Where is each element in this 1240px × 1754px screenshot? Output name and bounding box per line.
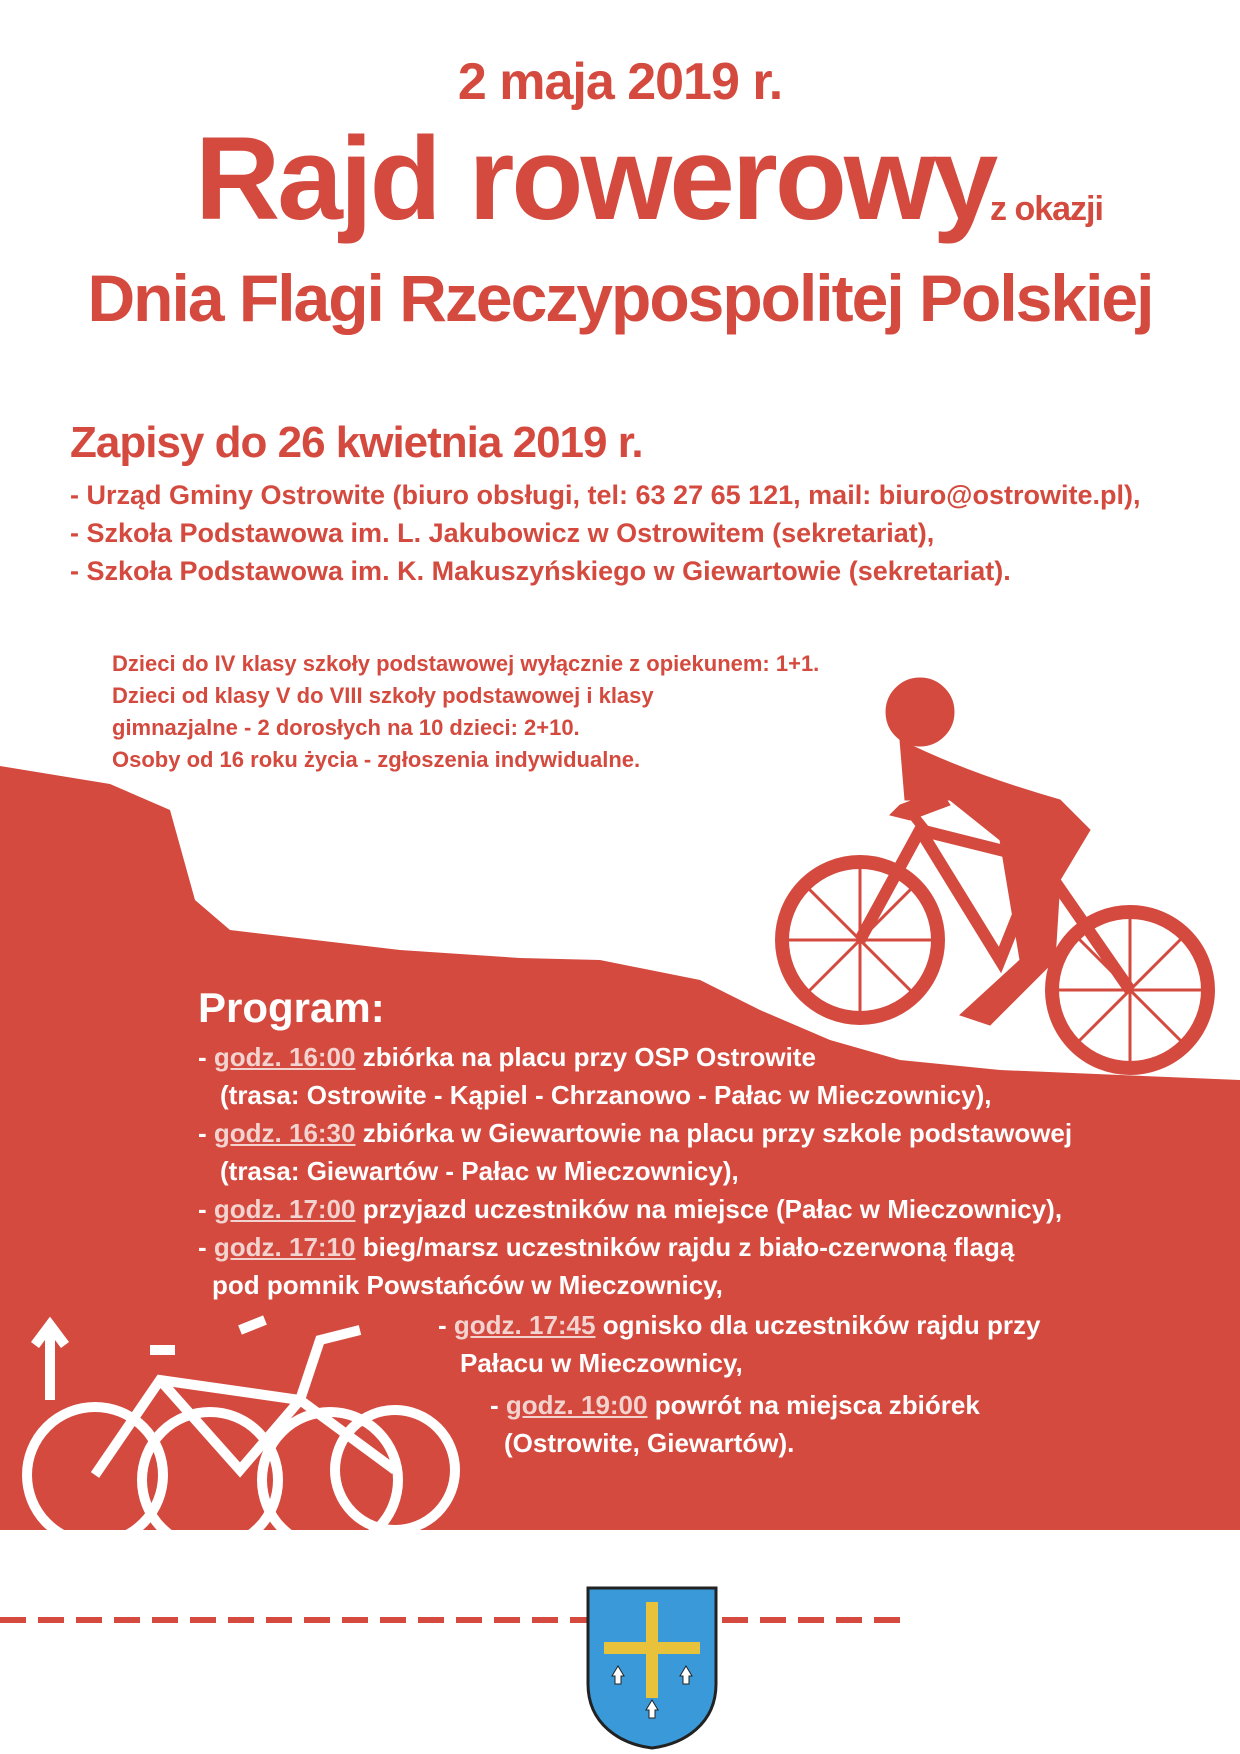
program-entry: - godz. 16:00 zbiórka na placu przy OSP Ostrowite — [198, 1042, 816, 1072]
rule-line: Dzieci do IV klasy szkoły podstawowej wyłącznie z opiekunem: 1+1. — [112, 651, 820, 676]
signup-list — [70, 476, 1141, 590]
program-section — [198, 984, 385, 1036]
program-time: godz. 16:00 — [213, 1042, 356, 1072]
program-entry: (trasa: Giewartów - Pałac w Mieczownicy), — [220, 1156, 739, 1186]
program-entry: (trasa: Ostrowite - Kąpiel - Chrzanowo - Pałac w Mieczownicy), — [220, 1080, 992, 1110]
participation-rules — [112, 648, 819, 776]
municipal-crest-icon — [588, 1588, 716, 1748]
program-time: godz. 19:00 — [505, 1390, 648, 1420]
program-entry: Pałacu w Mieczownicy, — [460, 1348, 743, 1378]
signup-item: - Urząd Gminy Ostrowite (biuro obsługi, tel: 63 27 65 121, mail: biuro@ostrowite.pl), — [70, 480, 1141, 510]
program-entry: - godz. 16:30 zbiórka w Giewartowie na placu przy szkole podstawowej — [198, 1118, 1073, 1148]
event-date: 2 maja 2019 r. — [457, 53, 783, 111]
program-time: godz. 17:45 — [453, 1310, 596, 1340]
signup-item: - Szkoła Podstawowa im. L. Jakubowicz w Ostrowitem (sekretariat), — [70, 518, 935, 548]
program-entry: pod pomnik Powstańców w Mieczownicy, — [212, 1270, 723, 1300]
program-time: godz. 17:10 — [213, 1232, 356, 1262]
program-entry: - godz. 17:45 ognisko dla uczestników rajdu przy — [438, 1310, 1041, 1340]
signup-heading: Zapisy do 26 kwietnia 2019 r. — [70, 418, 643, 467]
rule-line: Dzieci od klasy V do VIII szkoły podstawowej i klasy — [112, 683, 654, 708]
signup-item: - Szkoła Podstawowa im. K. Makuszyńskiego w Giewartowie (sekretariat). — [70, 556, 1011, 586]
rule-line: Osoby od 16 roku życia - zgłoszenia indywidualne. — [112, 747, 641, 772]
event-title: Rajd rowerowy — [195, 113, 996, 245]
event-subtitle: Dnia Flagi Rzeczypospolitej Polskiej — [87, 261, 1153, 335]
program-time: godz. 17:00 — [213, 1194, 356, 1224]
program-heading: Program: — [198, 984, 385, 1031]
program-entry: - godz. 17:00 przyjazd uczestników na miejsce (Pałac w Mieczownicy), — [198, 1194, 1063, 1224]
rule-line: gimnazjalne - 2 dorosłych na 10 dzieci: 2+10. — [112, 715, 580, 740]
program-entry: - godz. 17:10 bieg/marsz uczestników rajdu z biało-czerwoną flagą — [198, 1232, 1015, 1262]
program-entry: - godz. 19:00 powrót na miejsca zbiórek — [490, 1390, 980, 1420]
occasion-label: z okazji — [990, 190, 1103, 228]
program-entry: (Ostrowite, Giewartów). — [504, 1428, 795, 1458]
program-time: godz. 16:30 — [213, 1118, 356, 1148]
cyclist-silhouette-icon — [782, 678, 1208, 1068]
